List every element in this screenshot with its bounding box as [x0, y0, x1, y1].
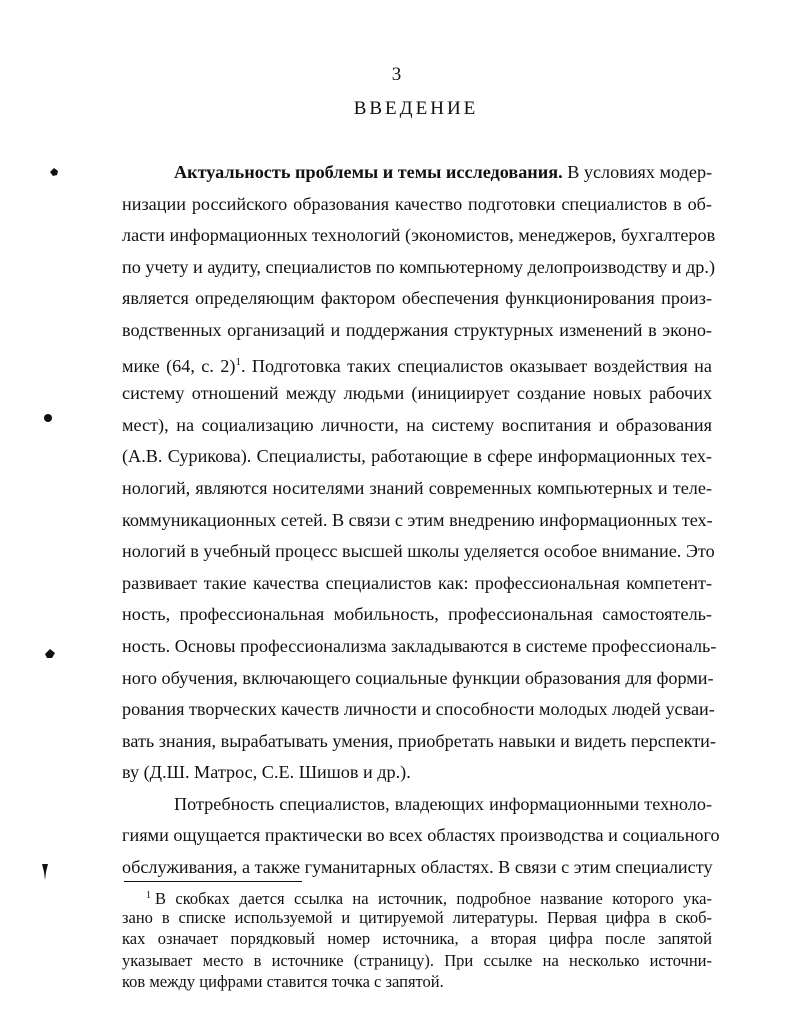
footnote — [122, 885, 712, 993]
footnote-line: $^1$ В скобках дается ссылка на источник, подробное название которого ука- — [146, 889, 712, 908]
page-title: ВВЕДЕНИЕ — [353, 98, 479, 119]
text-line: ного обучения, включающего социальные функции образования для форми- — [122, 667, 714, 688]
text-line: нологий в учебный процесс высшей школы уделяется особое внимание. Это — [122, 541, 715, 562]
footnote-line: зано в списке используемой и цитируемой литературы. Первая цифра в скоб- — [122, 907, 712, 927]
lead-heading: Актуальность проблемы и темы исследования. — [174, 162, 563, 182]
text-line: обслуживания, а также гуманитарных областях. В связи с этим специалисту — [122, 857, 713, 878]
scan-mark-icon — [40, 862, 50, 882]
text-line: водственных организаций и поддержания структурных изменений в эконо- — [122, 319, 712, 340]
main-text — [122, 157, 720, 884]
text-line: (А.В. Сурикова). Специалисты, работающие в сфере информационных тех- — [122, 446, 712, 467]
text-line: ность, профессиональная мобильность, профессиональная самостоятель- — [122, 604, 712, 625]
text-line: по учету и аудиту, специалистов по компьютерному делопроизводству и др.) — [122, 256, 716, 277]
text-line: систему отношений между людьми (инициирует создание новых рабочих — [122, 383, 712, 404]
footnote-number: 1 — [146, 890, 151, 901]
footnote-divider — [124, 881, 302, 882]
text-line: мике (64, с. 2)$^1$. Подготовка таких специалистов оказывает воздействия на — [122, 355, 712, 376]
footnote-ref: 1 — [235, 355, 241, 368]
text-line: ность. Основы профессионализма закладываются в системе профессиональ- — [122, 635, 717, 656]
scan-mark-icon — [42, 412, 54, 424]
text-line: коммуникационных сетей. В связи с этим внедрению информационных тех- — [122, 509, 713, 530]
text-line: является определяющим фактором обеспечения функционирования произ- — [122, 288, 712, 309]
text-line: рования творческих качеств личности и способности молодых людей усваи- — [122, 699, 715, 720]
text-line: ласти информационных технологий (экономистов, менеджеров, бухгалтеров — [122, 225, 716, 246]
text-line: Потребность специалистов, владеющих информационными техноло- — [174, 793, 712, 814]
text-line: гиями ощущается практически во всех областях производства и социального — [122, 825, 720, 846]
footnote-line: ков между цифрами ставится точка с запятой. — [122, 972, 444, 992]
text-line: нологий, являются носителями знаний современных компьютерных и теле- — [122, 477, 712, 498]
text-line: мест), на социализацию личности, на систему воспитания и образования — [122, 414, 712, 435]
scan-mark-icon — [48, 166, 60, 178]
footnote-line: ках означает порядковый номер источника, а вторая цифра после запятой — [122, 929, 712, 949]
scan-mark-icon — [44, 648, 56, 660]
page-number: 3 — [391, 64, 402, 85]
footnote-line: указывает место в источнике (страницу). При ссылке на несколько источни- — [122, 950, 712, 970]
text-line: развивает такие качества специалистов как: профессиональная компетент- — [122, 572, 712, 593]
text-line: Актуальность проблемы и темы исследования. В условиях модер- — [174, 162, 713, 182]
text-line: ву (Д.Ш. Матрос, С.Е. Шишов и др.). — [122, 762, 411, 783]
text-line: низации российского образования качество подготовки специалистов в об- — [122, 193, 712, 214]
text-line: вать знания, вырабатывать умения, приобретать навыки и видеть перспекти- — [122, 730, 716, 751]
